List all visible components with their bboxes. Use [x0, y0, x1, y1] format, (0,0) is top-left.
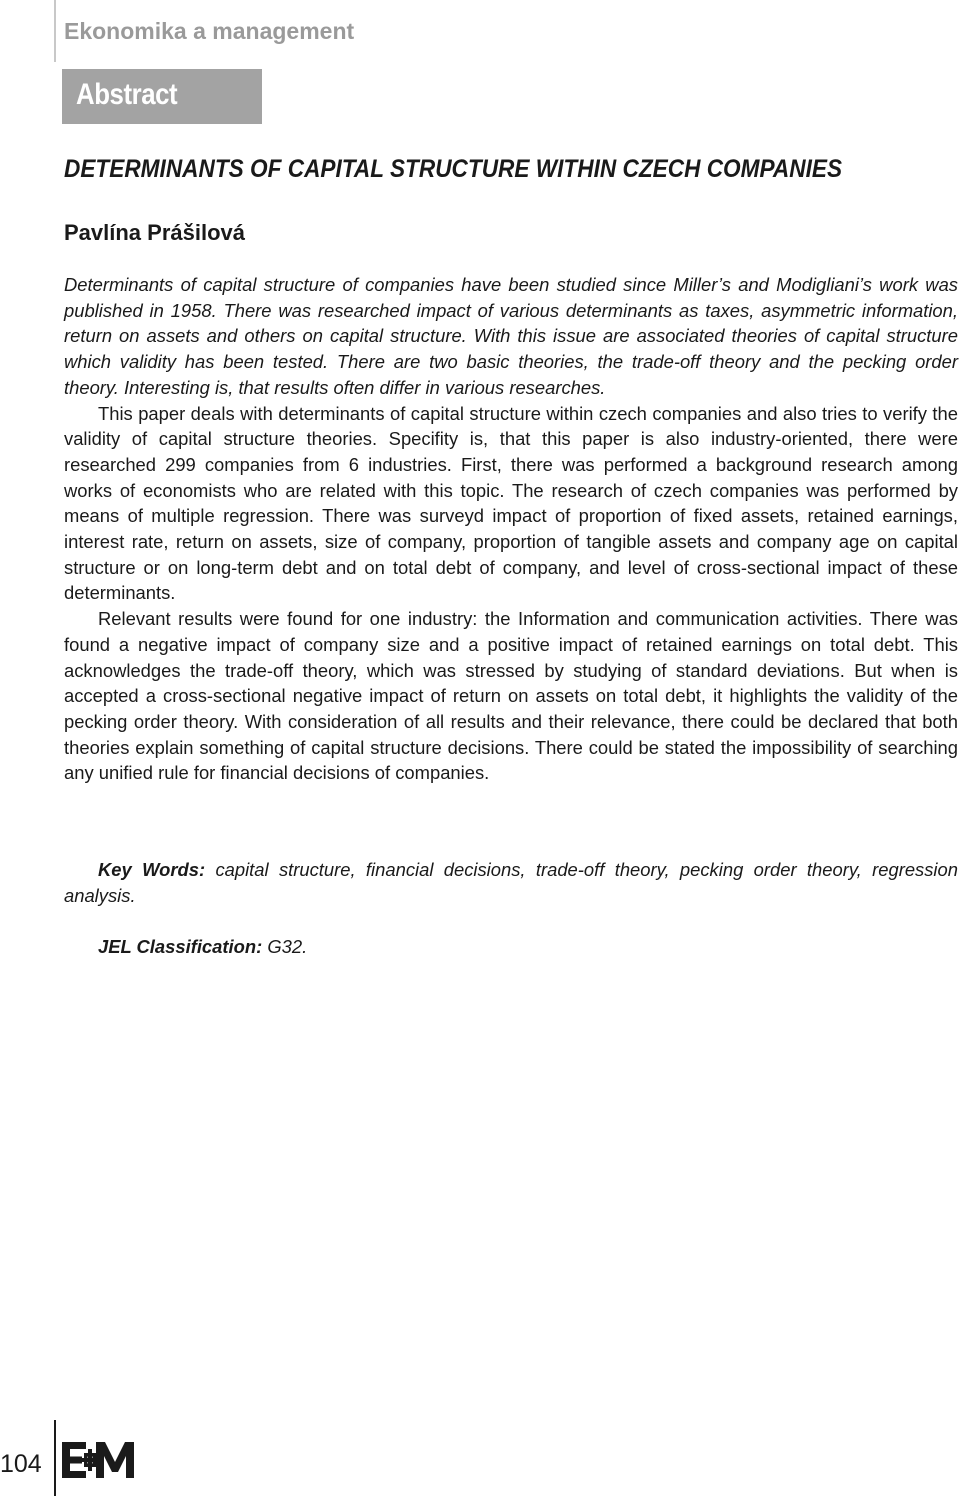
journal-logo	[62, 1442, 138, 1483]
abstract-paragraph: Determinants of capital structure of companies have been studied since Miller’s and Modigliani’s work was published in 1958. There was researched impact of various determinants as taxes, asymmetric information, return on assets and others on capital structure. With this issue are associated theories of capital structure which validity has been tested. There are two basic theories, the trade-off theory and the pecking order theory. Interesting is, that results often differ in various researches.	[64, 274, 958, 398]
paper-title: DETERMINANTS OF CAPITAL STRUCTURE WITHIN CZECH COMPANIES	[64, 155, 843, 183]
keywords-text: capital structure, financial decisions, trade-off theory, pecking order theory, regression analysis.	[64, 859, 958, 906]
author-name: Pavlína Prášilová	[64, 220, 245, 245]
jel-label: JEL Classification:	[98, 936, 263, 957]
footer-divider	[54, 1420, 56, 1496]
abstract-paragraph: Relevant results were found for one industry: the Information and communication activities. There was found a negative impact of company size and a positive impact of retained earnings on total debt. This acknowledges the trade-off theory, which was stressed by studying of standard deviations. But when is accepted a cross-sectional negative impact of return on assets on total debt, it highlights the validity of the pecking order theory. With consideration of all results and their relevance, there could be declared that both theories explain something of capital structure decisions. There could be stated the impossibility of searching any unified rule for financial decisions of companies.	[64, 608, 958, 784]
jel-classification	[98, 934, 307, 960]
jel-value: G32.	[267, 936, 308, 957]
journal-name: Ekonomika a management	[64, 18, 355, 44]
abstract-body	[64, 272, 958, 786]
section-label: Abstract	[76, 78, 178, 111]
em-logo-icon	[62, 1442, 138, 1478]
abstract-paragraph: This paper deals with determinants of capital structure within czech companies and also tries to verify the validity of capital structure theories. Specifity is, that this paper is also industry-oriented, there were researched 299 companies from 6 industries. First, there was performed a background research among works of economists who are related with this topic. The research of czech companies was performed by means of multiple regression. There was surveyd impact of proportion of fixed assets, retained earnings, interest rate, return on assets, size of company, proportion of tangible assets and company age on capital structure or on long-term debt and on total debt of company, and level of cross-sectional impact of these determinants.	[64, 402, 958, 604]
page-number: 104	[0, 1450, 42, 1478]
keywords	[64, 857, 958, 908]
section-label-box	[62, 69, 262, 124]
keywords-label: Key Words:	[98, 859, 206, 880]
header-divider	[54, 0, 56, 62]
